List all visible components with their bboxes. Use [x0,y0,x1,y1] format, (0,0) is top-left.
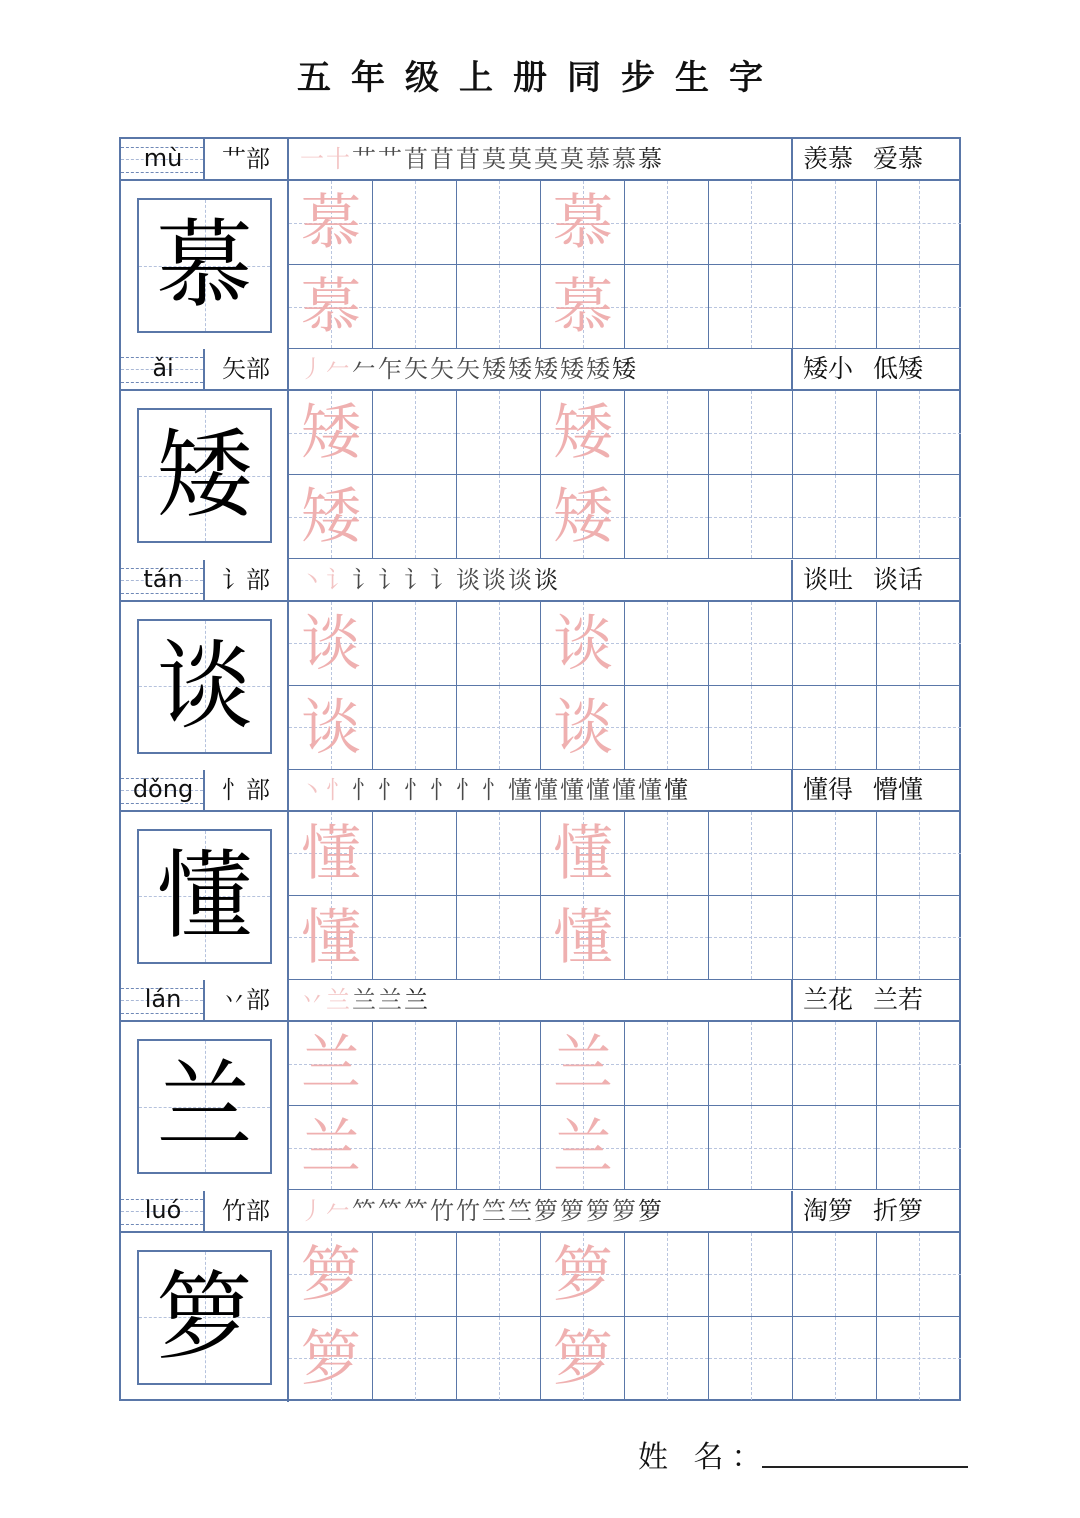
writing-cell[interactable] [289,896,373,980]
writing-cell[interactable] [877,265,961,349]
writing-cell[interactable] [289,1106,373,1190]
stroke-step: 竺 [482,1196,506,1225]
example-word: 懵懂 [873,774,924,804]
trace-character: 矮 [553,482,613,553]
trace-character: 谈 [301,608,361,679]
example-word: 矮小 [803,354,854,384]
stroke-step: 懂 [664,775,688,804]
pinyin-cell [121,349,205,389]
block-header [121,770,959,812]
writing-cell[interactable] [373,602,457,686]
radical-label: 矢部 [205,349,289,389]
writing-cell[interactable] [289,265,373,349]
writing-cell[interactable] [877,181,961,265]
trace-character: 谈 [301,692,361,763]
stroke-step: 慕 [638,145,662,173]
writing-cell[interactable] [373,686,457,770]
writing-cell[interactable] [877,1233,961,1317]
writing-cell[interactable] [541,1022,625,1106]
writing-cell[interactable] [541,391,625,475]
stroke-step: 艹 [352,145,376,173]
writing-cell[interactable] [709,265,793,349]
pinyin-cell [121,560,205,600]
writing-cell[interactable] [625,265,709,349]
example-words [793,139,959,179]
writing-cell[interactable] [289,391,373,475]
writing-cell[interactable] [373,181,457,265]
stroke-step: 懂 [534,775,558,804]
stroke-step: 箩 [612,1196,636,1225]
trace-character: 箩 [301,1323,361,1394]
radical-label: 竹部 [205,1191,289,1231]
writing-cell[interactable] [457,1022,541,1106]
stroke-step: 慕 [586,145,610,173]
stroke-step: 懂 [612,775,636,804]
writing-cell[interactable] [625,475,709,559]
stroke-step: 忄 [430,775,454,804]
writing-cell[interactable] [541,686,625,770]
example-words [793,560,959,600]
stroke-step: 丿 [300,355,324,384]
stroke-order [289,770,793,810]
example-word: 懂得 [803,774,854,804]
writing-cell[interactable] [289,475,373,559]
writing-cell[interactable] [793,181,877,265]
writing-cell[interactable] [625,1022,709,1106]
writing-cell[interactable] [457,896,541,980]
writing-cell[interactable] [541,475,625,559]
writing-cell[interactable] [709,391,793,475]
example-word: 低矮 [873,354,924,384]
trace-character: 箩 [553,1323,613,1394]
model-character-box [121,602,289,771]
writing-cell[interactable] [877,1106,961,1190]
stroke-step: 谈 [482,565,506,594]
writing-cell[interactable] [373,1317,457,1401]
pinyin-text: dǒng [132,774,194,803]
writing-cell[interactable] [793,391,877,475]
pinyin-cell [121,770,205,810]
stroke-step: 丶 [300,775,324,804]
stroke-step: 忄 [404,775,428,804]
example-words [793,349,959,389]
example-word: 兰花 [803,985,854,1015]
writing-cell[interactable] [289,686,373,770]
writing-grid [289,1233,959,1402]
writing-cell[interactable] [289,1317,373,1401]
stroke-step: 箩 [638,1196,662,1225]
writing-cell[interactable] [541,602,625,686]
stroke-step: 矢 [404,355,428,384]
writing-cell[interactable] [793,1106,877,1190]
writing-cell[interactable] [793,1022,877,1106]
writing-grid [289,1022,959,1191]
block-header [121,349,959,391]
pinyin-cell [121,139,205,179]
writing-cell[interactable] [709,475,793,559]
writing-cell[interactable] [457,1106,541,1190]
stroke-step: 苜 [404,145,428,173]
writing-cell[interactable] [625,181,709,265]
writing-cell[interactable] [373,1022,457,1106]
writing-cell[interactable] [877,1317,961,1401]
stroke-step: 讠 [404,565,428,594]
stroke-step: 兰 [378,986,402,1015]
radical-label: 讠部 [205,560,289,600]
stroke-step: 懂 [508,775,532,804]
writing-cell[interactable] [625,1106,709,1190]
stroke-step: 讠 [378,565,402,594]
model-character: 兰 [156,1050,253,1163]
writing-cell[interactable] [793,1317,877,1401]
radical-label: 艹部 [205,139,289,179]
writing-cell[interactable] [625,391,709,475]
model-character: 矮 [156,419,253,532]
trace-character: 矮 [301,482,361,553]
trace-character: 兰 [301,1113,361,1184]
stroke-order [289,1191,793,1231]
writing-cell[interactable] [877,475,961,559]
stroke-step: 莫 [482,145,506,173]
writing-cell[interactable] [289,602,373,686]
writing-cell[interactable] [793,686,877,770]
model-character-box [121,391,289,560]
writing-cell[interactable] [877,686,961,770]
stroke-step: 丷 [300,986,324,1015]
stroke-step: 莫 [508,145,532,173]
stroke-step: 矮 [534,355,558,384]
stroke-step: 谈 [456,565,480,594]
name-input-line[interactable] [762,1466,968,1468]
model-character: 谈 [156,629,253,742]
writing-cell[interactable] [793,602,877,686]
example-word: 兰若 [873,985,924,1015]
practice-sheet [119,137,961,1401]
example-word: 羡慕 [803,144,854,173]
stroke-step: 艹 [378,145,402,173]
trace-character: 箩 [553,1239,613,1310]
page-title: 五年级上册同步生字 [297,58,783,98]
trace-character: 慕 [301,188,361,258]
example-word: 爱慕 [873,144,924,173]
writing-grid [289,181,959,350]
writing-cell[interactable] [373,1233,457,1317]
writing-cell[interactable] [709,1317,793,1401]
writing-cell[interactable] [373,475,457,559]
writing-cell[interactable] [373,1106,457,1190]
writing-cell[interactable] [289,1022,373,1106]
writing-cell[interactable] [709,686,793,770]
trace-character: 慕 [553,272,613,342]
stroke-step: 箩 [586,1196,610,1225]
pinyin-text: ǎi [152,354,174,383]
model-character-box [121,812,289,981]
writing-cell[interactable] [541,896,625,980]
example-words [793,1191,959,1231]
writing-cell[interactable] [373,391,457,475]
stroke-order [289,349,793,389]
writing-cell[interactable] [793,896,877,980]
stroke-step: 一 [300,145,324,173]
pinyin-cell [121,980,205,1020]
trace-character: 懂 [301,818,361,889]
trace-character: 谈 [553,692,613,763]
writing-cell[interactable] [373,896,457,980]
stroke-step: 忄 [456,775,480,804]
writing-cell[interactable] [289,1233,373,1317]
trace-character: 懂 [553,818,613,889]
writing-cell[interactable] [457,391,541,475]
model-character-box [121,1022,289,1191]
stroke-step: 矮 [508,355,532,384]
model-character: 慕 [156,209,253,321]
stroke-step: 竹 [456,1196,480,1225]
model-character: 箩 [156,1260,253,1373]
writing-cell[interactable] [709,812,793,896]
writing-cell[interactable] [625,896,709,980]
stroke-step: 𥫗 [404,1196,428,1225]
writing-cell[interactable] [877,812,961,896]
stroke-step: 忄 [326,775,350,804]
writing-cell[interactable] [877,391,961,475]
stroke-step: 乍 [378,355,402,384]
trace-character: 慕 [553,188,613,258]
stroke-step: 懂 [638,775,662,804]
stroke-step: 竹 [430,1196,454,1225]
example-word: 谈话 [873,564,924,594]
pinyin-cell [121,1191,205,1231]
stroke-step: 𠂉 [352,355,376,384]
stroke-order [289,560,793,600]
stroke-step: 讠 [352,565,376,594]
writing-cell[interactable] [457,265,541,349]
trace-character: 兰 [553,1113,613,1184]
writing-cell[interactable] [457,181,541,265]
block-header [121,980,959,1022]
character-block [121,1191,959,1402]
example-word: 折箩 [873,1195,924,1225]
name-label: 姓 名： [638,1440,770,1475]
stroke-step: 𠂉 [326,1196,350,1225]
writing-cell[interactable] [457,1233,541,1317]
writing-cell[interactable] [625,812,709,896]
block-header [121,1191,959,1233]
character-block [121,770,959,981]
stroke-step: 苜 [456,145,480,173]
character-block [121,980,959,1191]
stroke-step: 箩 [560,1196,584,1225]
example-word: 淘箩 [803,1195,854,1225]
stroke-step: 讠 [430,565,454,594]
trace-character: 慕 [301,272,361,342]
trace-character: 懂 [301,902,361,973]
writing-cell[interactable] [877,1022,961,1106]
stroke-step: 莫 [534,145,558,173]
block-header [121,560,959,602]
writing-cell[interactable] [457,475,541,559]
stroke-step: 矮 [612,355,636,384]
stroke-step: 苜 [430,145,454,173]
block-header [121,139,959,181]
stroke-step: 谈 [508,565,532,594]
stroke-step: 谈 [534,565,558,594]
writing-cell[interactable] [793,475,877,559]
writing-cell[interactable] [709,181,793,265]
pinyin-text: lán [144,985,182,1014]
pinyin-text: tán [143,564,183,593]
model-character: 懂 [156,839,253,952]
stroke-step: 竺 [508,1196,532,1225]
writing-cell[interactable] [793,265,877,349]
stroke-step: 懂 [586,775,610,804]
trace-character: 兰 [301,1029,361,1100]
writing-cell[interactable] [541,181,625,265]
writing-cell[interactable] [625,686,709,770]
writing-grid [289,391,959,560]
stroke-step: 忄 [378,775,402,804]
character-block [121,139,959,350]
example-words [793,980,959,1020]
stroke-step: 莫 [560,145,584,173]
model-character-box [121,181,289,350]
radical-label: 忄部 [205,770,289,810]
writing-cell[interactable] [541,1106,625,1190]
stroke-step: 讠 [326,565,350,594]
writing-cell[interactable] [793,1233,877,1317]
stroke-step: 矢 [456,355,480,384]
writing-cell[interactable] [289,812,373,896]
stroke-order [289,139,793,179]
writing-cell[interactable] [457,602,541,686]
trace-character: 矮 [553,398,613,469]
writing-grid [289,602,959,771]
writing-cell[interactable] [289,181,373,265]
writing-cell[interactable] [457,812,541,896]
stroke-step: 箩 [534,1196,558,1225]
stroke-step: 丿 [300,1196,324,1225]
stroke-step: 忄 [482,775,506,804]
stroke-step: 十 [326,145,350,173]
trace-character: 谈 [553,608,613,679]
writing-cell[interactable] [709,602,793,686]
radical-label: 丷部 [205,980,289,1020]
stroke-step: 矮 [586,355,610,384]
stroke-step: 丶 [300,565,324,594]
writing-cell[interactable] [709,1106,793,1190]
writing-cell[interactable] [709,896,793,980]
writing-cell[interactable] [709,1022,793,1106]
example-words [793,770,959,810]
trace-character: 懂 [553,902,613,973]
writing-cell[interactable] [625,1317,709,1401]
writing-cell[interactable] [457,686,541,770]
trace-character: 兰 [553,1029,613,1100]
writing-cell[interactable] [625,602,709,686]
trace-character: 矮 [301,398,361,469]
stroke-step: 忄 [352,775,376,804]
stroke-step: 兰 [404,986,428,1015]
stroke-step: 兰 [352,986,376,1015]
trace-character: 箩 [301,1239,361,1310]
writing-cell[interactable] [541,1233,625,1317]
writing-cell[interactable] [373,812,457,896]
stroke-step: 兰 [326,986,350,1015]
writing-cell[interactable] [793,812,877,896]
writing-grid [289,812,959,981]
writing-cell[interactable] [877,896,961,980]
stroke-step: 矮 [482,355,506,384]
pinyin-text: mù [143,144,183,172]
writing-cell[interactable] [709,1233,793,1317]
pinyin-text: luó [144,1195,182,1224]
stroke-step: 矢 [430,355,454,384]
stroke-order [289,980,793,1020]
model-character-box [121,1233,289,1402]
writing-cell[interactable] [541,1317,625,1401]
stroke-step: 𠂉 [326,355,350,384]
writing-cell[interactable] [541,265,625,349]
writing-cell[interactable] [373,265,457,349]
character-block [121,349,959,560]
writing-cell[interactable] [625,1233,709,1317]
writing-cell[interactable] [877,602,961,686]
character-block [121,560,959,771]
writing-cell[interactable] [457,1317,541,1401]
stroke-step: 矮 [560,355,584,384]
stroke-step: 懂 [560,775,584,804]
stroke-step: 𥫗 [378,1196,402,1225]
example-word: 谈吐 [803,564,854,594]
stroke-step: 慕 [612,145,636,173]
writing-cell[interactable] [541,812,625,896]
stroke-step: 𥫗 [352,1196,376,1225]
